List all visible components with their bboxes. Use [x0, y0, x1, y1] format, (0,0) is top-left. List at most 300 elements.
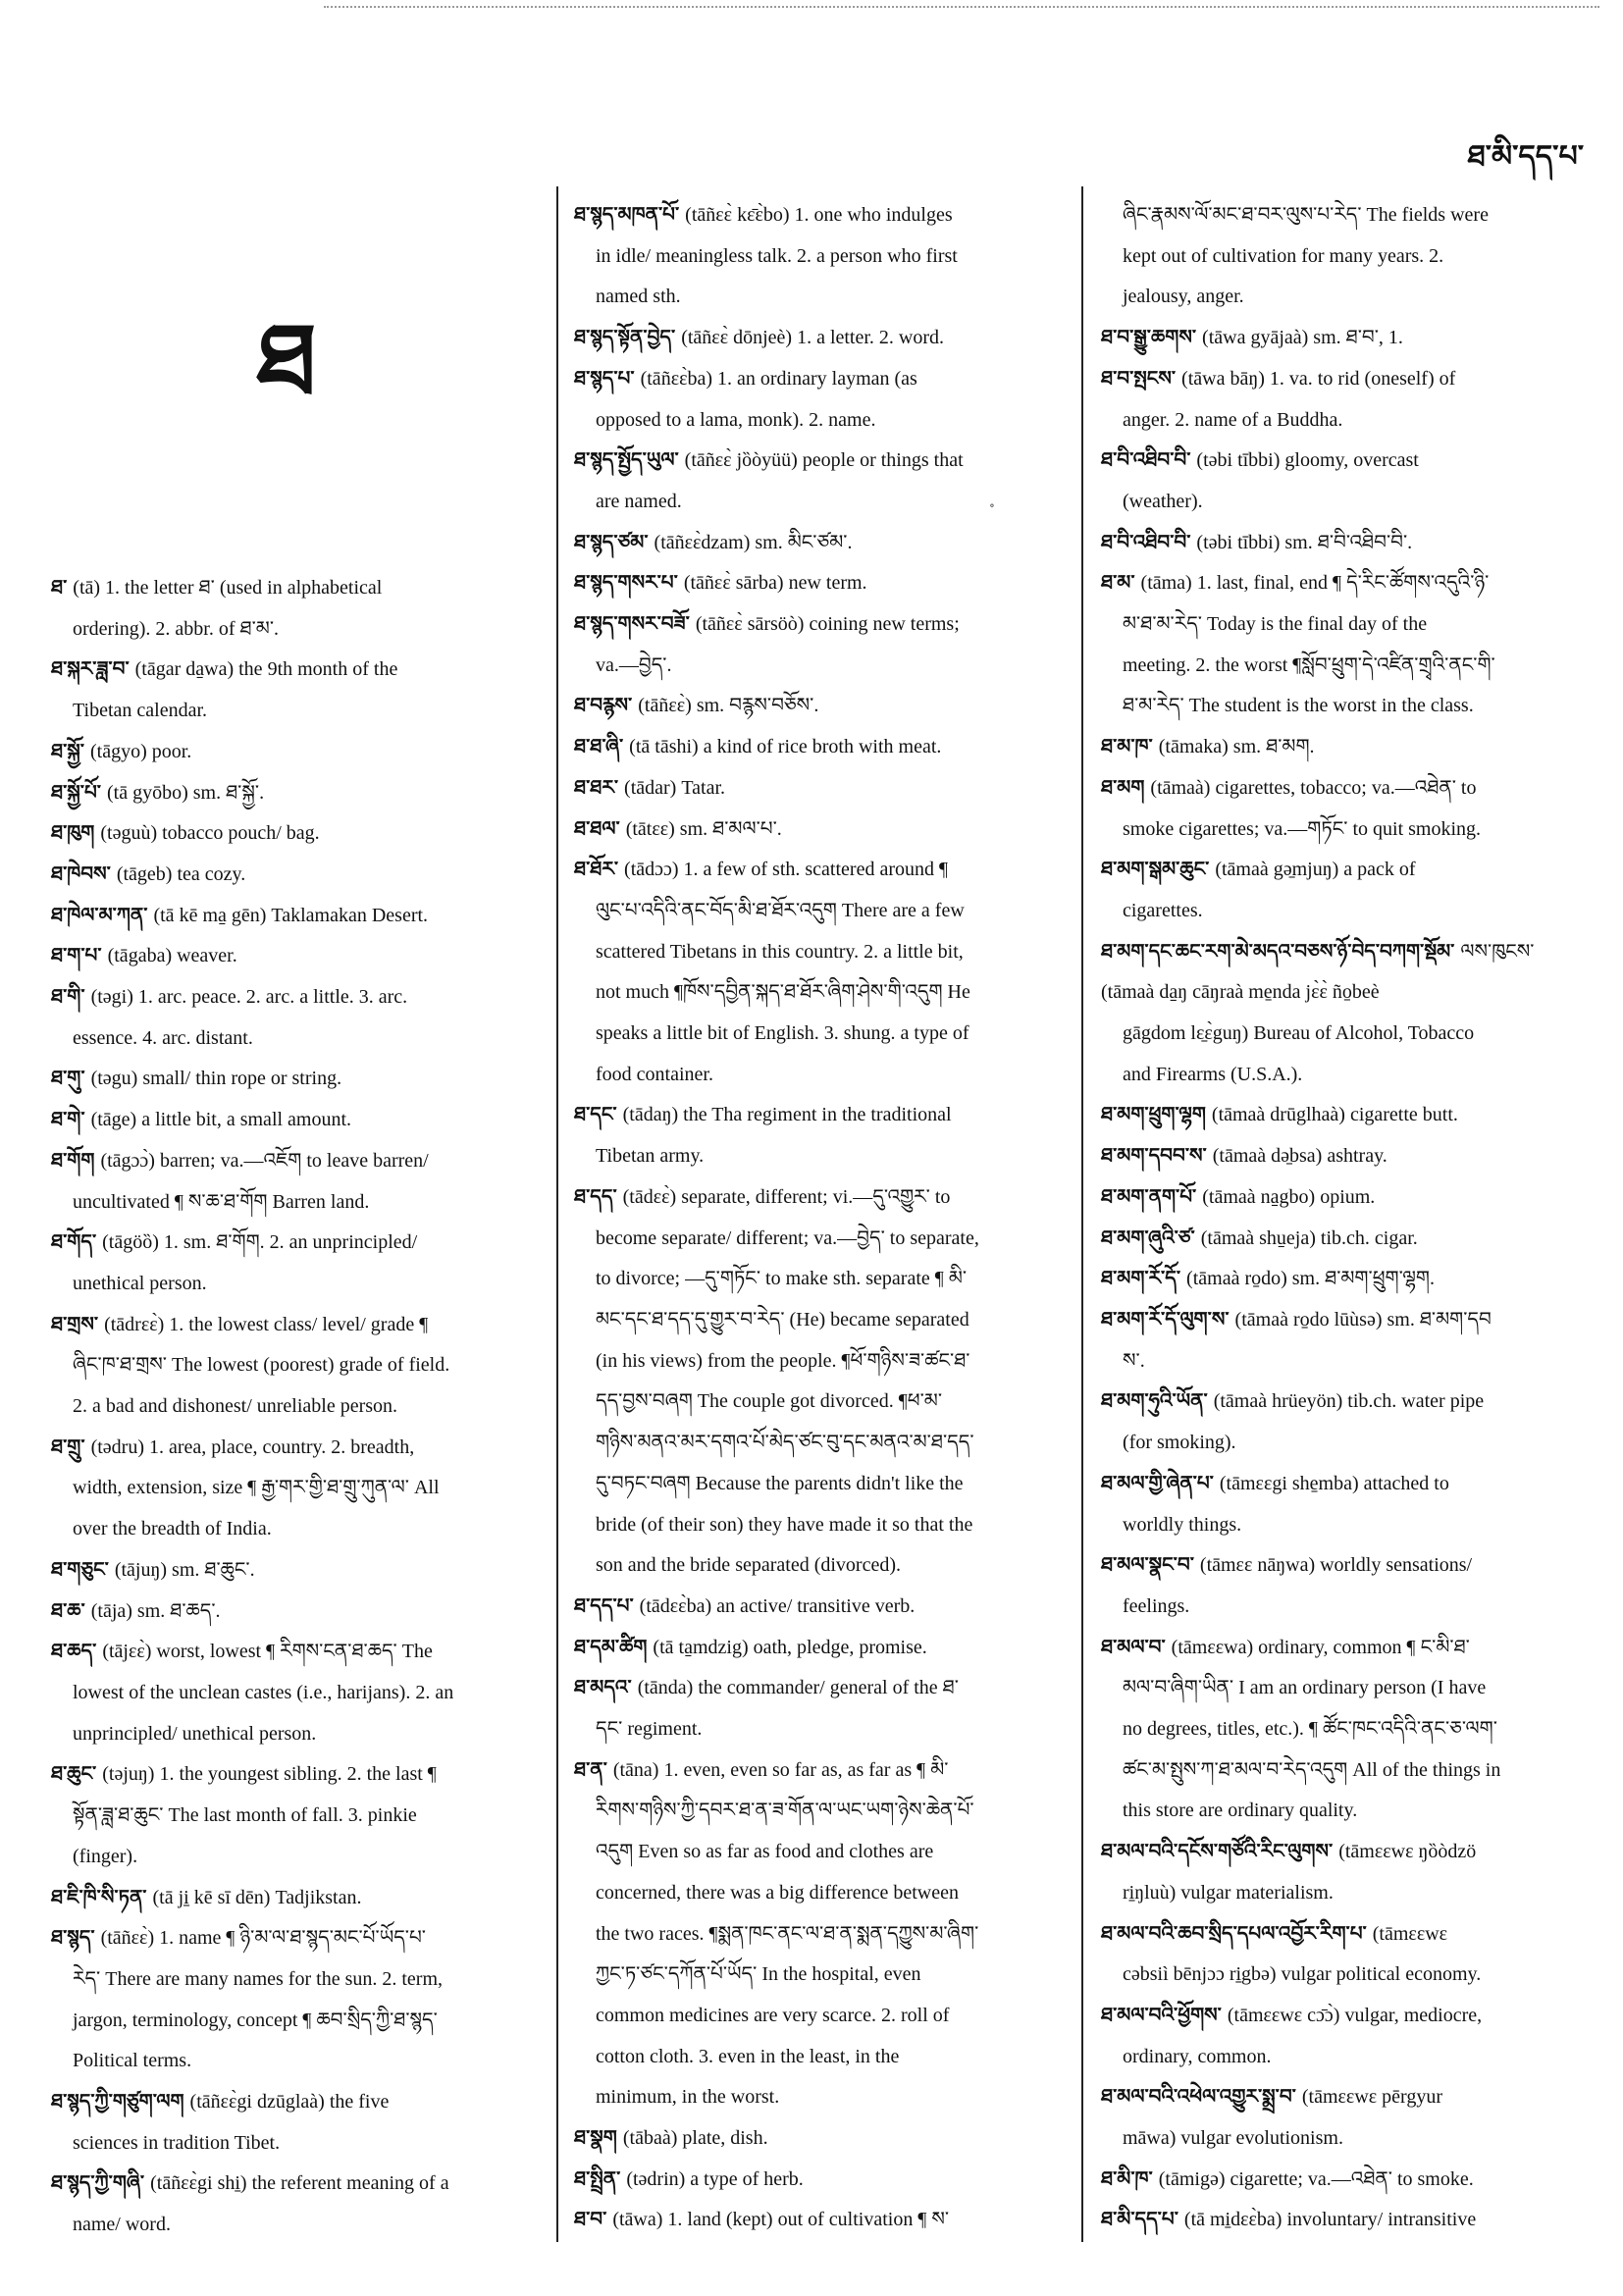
definition-text: (tāmɛɛwɛ ŋȍòdzö	[1338, 1841, 1477, 1863]
entry-first-line	[51, 813, 547, 855]
dictionary-entry	[574, 523, 1070, 564]
definition-text: gāgdom lɛ̱ɛ̀guŋ) Bureau of Alcohol, Tobacco	[1123, 1022, 1475, 1045]
dictionary-entry	[51, 855, 547, 896]
dictionary-entry	[574, 195, 1070, 318]
entry-continuation-line	[51, 1468, 547, 1509]
headword: ཐ་ཆ་	[51, 1599, 85, 1622]
dictionary-entry	[574, 318, 1070, 359]
definition-text: anger. 2. name of a Buddha.	[1123, 408, 1343, 431]
definition-text: lowest of the unclean castes (i.e., harijans). 2. an	[73, 1681, 454, 1703]
headword: ཐ་སྙད་སྟོན་བྱེད་	[574, 327, 676, 349]
definition-text: (tāñɛɛ̀gi dzūglaà) the five	[189, 2091, 390, 2113]
entry-continuation-line	[1101, 1587, 1592, 1628]
entry-first-line	[51, 1550, 547, 1592]
headword: ཐ་བི་འཐིབ་བི་	[1101, 449, 1191, 472]
headword: ཐ་དད་	[574, 1185, 617, 1208]
definition-text: jealousy, anger.	[1123, 286, 1244, 308]
entry-first-line	[51, 773, 547, 814]
definition-text: (tāñɛɛ̀ jȍòyüü) people or things that	[684, 449, 964, 472]
entry-continuation-line	[51, 1018, 547, 1060]
entry-continuation-line	[574, 1300, 1070, 1341]
headword: ཐ་མལ་གྱི་ཞེན་པ་	[1101, 1472, 1214, 1494]
definition-text: (tāmaà ro̱do lūùsə) sm. ཐ་མག་དབ	[1234, 1308, 1492, 1331]
entry-continuation-line	[1101, 1668, 1592, 1709]
headword: ཐ་ཐལ་	[574, 817, 620, 840]
entry-first-line	[1101, 441, 1592, 482]
headword: ཐ་བ་སྤངས་	[1101, 367, 1177, 390]
definition-text: (tāñɛɛ̀dzam) sm. མིང་ཙམ་.	[654, 531, 853, 553]
definition-text: (tāñɛɛ̀ kɛ̄ɛ̀bo) 1. one who indulges	[685, 204, 953, 226]
entry-continuation-line	[574, 1873, 1070, 1914]
definition-text: feelings.	[1123, 1594, 1190, 1617]
entry-continuation-line	[1101, 1014, 1592, 1055]
entry-first-line	[51, 650, 547, 691]
entry-continuation-line	[574, 1545, 1070, 1587]
entry-continuation-line	[574, 236, 1070, 278]
definition-text: speaks a little bit of English. 3. shung. a type of	[596, 1022, 969, 1045]
dictionary-column-middle	[574, 195, 1070, 2241]
headword: ཐ་སྙད་ཀྱི་གཞི་	[51, 2172, 145, 2195]
dictionary-entry	[1101, 1095, 1592, 1136]
definition-text: concerned, there was a big difference between	[596, 1881, 959, 1904]
dictionary-entry	[574, 563, 1070, 604]
entry-continuation-line	[574, 932, 1070, 973]
dictionary-entry	[1101, 1219, 1592, 1260]
dictionary-entry	[1101, 1914, 1592, 1996]
definition-text: (tādaŋ) the Tha regiment in the traditional	[622, 1104, 952, 1126]
definition-text: 2. a bad and dishonest/ unreliable person.	[73, 1395, 398, 1418]
entry-continuation-line	[574, 1014, 1070, 1055]
entry-first-line	[51, 936, 547, 977]
entry-continuation-line	[1101, 604, 1592, 646]
dictionary-entry	[574, 1177, 1070, 1587]
definition-text: (tāñɛɛ̀) 1. name ¶ ཉི་མ་ལ་ཐ་སྙད་མང་པོ་ཡོད་པ་	[100, 1927, 427, 1950]
entry-first-line	[51, 1141, 547, 1182]
entry-first-line	[1101, 2077, 1592, 2118]
headword: ཐ་མག་ཧུའི་ཡོན་	[1101, 1390, 1208, 1413]
dictionary-entry	[1101, 768, 1592, 850]
headword: ཐ་བ་	[574, 2209, 607, 2231]
definition-text: kept out of cultivation for many years. 2.	[1123, 244, 1444, 267]
definition-text: (təgu) small/ thin rope or string.	[90, 1068, 342, 1090]
definition-text: (tāmigə) cigarette; va.—འཐེན་ to smoke.	[1158, 2167, 1474, 2190]
dictionary-entry	[1101, 1382, 1592, 1463]
entry-continuation-line	[1101, 236, 1592, 278]
entry-first-line	[574, 1668, 1070, 1709]
dictionary-entry	[574, 1668, 1070, 1749]
definition-text: མང་དང་ཐ་དད་དུ་གྱུར་བ་རེད་ (He) became separated	[596, 1308, 969, 1331]
definition-text: (tāmaà) cigarettes, tobacco; va.—འཐེན་ to	[1150, 776, 1477, 799]
dictionary-entry	[1101, 1259, 1592, 1300]
definition-text: (tāmaà gə̱mjuŋ) a pack of	[1215, 859, 1416, 881]
definition-text: (tāgaba) weaver.	[107, 945, 237, 967]
definition-text: (tā mi̱dɛɛ̀ba) involuntary/ intransitive	[1183, 2209, 1477, 2231]
definition-text: no degrees, titles, etc.). ¶ ཚོང་ཁང་འདིའི་ནང་ཅ་ལག་	[1123, 1718, 1497, 1741]
headword: ཐ་གེ་	[51, 1109, 85, 1131]
dictionary-entry	[1101, 1545, 1592, 1627]
entry-first-line	[1101, 563, 1592, 604]
entry-first-line	[51, 1100, 547, 1141]
headword: ཐ་མག་ཞུའི་ཙ་	[1101, 1226, 1195, 1249]
entry-first-line	[574, 563, 1070, 604]
definition-text: (tāmɛɛwɛ pērgyur	[1301, 2086, 1442, 2109]
definition-text: (tāñɛɛ̀ dōnjeè) 1. a letter. 2. word.	[681, 327, 945, 349]
entry-first-line	[574, 1177, 1070, 1219]
definition-text: (tādɔɔ) 1. a few of sth. scattered around ¶	[624, 859, 949, 881]
definition-text: ordinary, common.	[1123, 2045, 1272, 2067]
headword: ཐ་སྙད་གསར་བཟོ་	[574, 613, 690, 636]
dictionary-column-right	[1101, 195, 1592, 2241]
definition-text: (tədrin) a type of herb.	[626, 2167, 804, 2190]
definition-text: མལ་བ་ཞིག་ཡིན་ I am an ordinary person (I have	[1123, 1677, 1487, 1699]
dictionary-entry	[1101, 359, 1592, 441]
definition-text: opposed to a lama, monk). 2. name.	[596, 408, 876, 431]
entry-continuation-line	[574, 891, 1070, 932]
definition-text: (tātɛɛ) sm. ཐ་མལ་པ་.	[625, 817, 782, 840]
entry-first-line	[51, 896, 547, 937]
definition-text: bride (of their son) they have made it so that the	[596, 1513, 973, 1536]
definition-text: va.—བྱེད་.	[596, 653, 672, 676]
entry-first-line	[574, 2118, 1070, 2160]
entry-first-line	[51, 977, 547, 1018]
headword: ཐ་མལ་སྣང་བ་	[1101, 1554, 1194, 1577]
definition-text: དུ་བཏང་བཞག Because the parents didn't like the	[596, 1472, 964, 1494]
dictionary-entry	[51, 2082, 547, 2164]
entry-continuation-line	[1101, 1423, 1592, 1464]
definition-text: (tā) 1. the letter ཐ་ (used in alphabetical	[73, 577, 383, 599]
definition-text: (tājuŋ) sm. ཐ་ཆུང་.	[114, 1558, 255, 1581]
entry-continuation-line	[51, 1345, 547, 1386]
entry-continuation-line	[1101, 646, 1592, 687]
headword: ཐ་མདའ་	[574, 1677, 632, 1699]
definition-text: cəbsiì bēnjɔɔ ri̱gbə) vulgar political economy.	[1123, 1963, 1482, 1986]
headword: ཐ་མག་རོ་དོ་ལུག་ས་	[1101, 1308, 1230, 1331]
entry-continuation-line	[1101, 195, 1592, 236]
entry-continuation-line	[51, 2123, 547, 2165]
entry-continuation-line	[51, 1837, 547, 1878]
definition-text: (tāma) 1. last, final, end ¶ དེ་རིང་ཚོགས་འདུའི་ཉི་	[1140, 572, 1490, 595]
headword: ཐ་མག་དབབ་ས་	[1101, 1145, 1207, 1168]
definition-text: (tādɛɛ̀ba) an active/ transitive verb.	[639, 1594, 916, 1617]
entry-continuation-line	[1101, 809, 1592, 851]
definition-text: རིགས་གཉིས་ཀྱི་དབར་ཐ་ན་ཟ་གོན་ལ་ཡང་ཡག་ཉེས་ཆེན་པོ་	[596, 1800, 974, 1822]
entry-first-line	[574, 523, 1070, 564]
headword: ཐ་སྐྱོ་	[51, 740, 84, 762]
entry-first-line	[1101, 1136, 1592, 1177]
definition-text: (tādrɛɛ̀) 1. the lowest class/ level/ grade ¶	[104, 1313, 429, 1335]
entry-first-line	[51, 1918, 547, 1959]
entry-first-line	[51, 1059, 547, 1100]
entry-first-line	[1101, 1219, 1592, 1260]
dictionary-entry	[574, 727, 1070, 768]
headword: ཐ་སྐར་ཟླ་བ་	[51, 658, 130, 681]
entry-first-line	[574, 1587, 1070, 1628]
entry-continuation-line	[574, 1259, 1070, 1300]
definition-text: ས་.	[1123, 1349, 1145, 1372]
definition-text: (tāge) a little bit, a small amount.	[90, 1109, 352, 1131]
entry-continuation-line	[1101, 1341, 1592, 1383]
definition-text: in idle/ meaningless talk. 2. a person who first	[596, 244, 958, 267]
entry-continuation-line	[1101, 2118, 1592, 2160]
entry-first-line	[1101, 1300, 1592, 1341]
definition-text: over the breadth of India.	[73, 1518, 272, 1540]
definition-text: and Firearms (U.S.A.).	[1123, 1063, 1303, 1085]
definition-text: དང་ regiment.	[596, 1718, 703, 1741]
definition-text: (tāgar da̱wa) the 9th month of the	[134, 658, 398, 681]
definition-text: (tāmaà ro̱do) sm. ཐ་མག་ཕྲུག་ལྷག.	[1186, 1268, 1436, 1290]
dictionary-entry	[574, 359, 1070, 441]
headword: ཐ་དང་	[574, 1104, 617, 1126]
running-head: ཐ་མི་དད་པ་	[1467, 140, 1584, 173]
definition-text: minimum, in the worst.	[596, 2086, 780, 2109]
headword: ཐ་ཇི་ཁི་སི་ཏན་	[51, 1886, 147, 1908]
entry-continuation-line	[574, 482, 1070, 523]
headword: ཐ་ཁེབས་	[51, 862, 111, 885]
headword: ཐ་བརྙས་	[574, 695, 633, 717]
entry-continuation-line	[574, 1382, 1070, 1423]
entry-continuation-line	[574, 1219, 1070, 1260]
column-divider	[556, 186, 558, 2242]
entry-continuation-line	[1101, 482, 1592, 523]
definition-text: (tā tāshi) a kind of rice broth with meat.	[629, 736, 942, 758]
dictionary-entry	[51, 896, 547, 937]
entry-continuation-line	[51, 1714, 547, 1755]
definition-text: (tāmɛɛwɛ cɔ̄ɔ̀) vulgar, mediocre,	[1227, 2004, 1483, 2026]
definition-text: དད་བྱས་བཞག The couple got divorced. ¶ཕ་མ་	[596, 1390, 943, 1413]
entry-first-line	[51, 1632, 547, 1673]
headword: ཐ་བ་སྒྱུ་ཆགས་	[1101, 327, 1197, 349]
definition-text: (tāwa) 1. land (kept) out of cultivation ¶ ས་	[612, 2209, 950, 2231]
headword: ཐ་མི་ཁ་	[1101, 2167, 1153, 2190]
entry-first-line	[1101, 932, 1592, 1014]
entry-continuation-line	[574, 1464, 1070, 1505]
entry-first-line	[1101, 523, 1592, 564]
entry-continuation-line	[1101, 1873, 1592, 1914]
dictionary-entry	[574, 604, 1070, 686]
headword: ཐ་མི་དད་པ་	[1101, 2209, 1178, 2231]
dictionary-entry	[1101, 1464, 1592, 1545]
definition-text: (tāñɛɛ̀ sārsöò) coining new terms;	[695, 613, 960, 636]
definition-text: (tāmaà shu̱eja) tib.ch. cigar.	[1200, 1226, 1418, 1249]
dictionary-entry	[51, 1754, 547, 1877]
entry-continuation-line	[574, 277, 1070, 318]
dictionary-entry	[1101, 1177, 1592, 1219]
entry-continuation-line	[1101, 1791, 1592, 1832]
entry-first-line	[51, 732, 547, 773]
dictionary-entry	[574, 441, 1070, 522]
entry-first-line	[574, 686, 1070, 727]
dictionary-entry	[1101, 2200, 1592, 2241]
headword: ཐ་མ་	[1101, 572, 1135, 595]
definition-text: food container.	[596, 1063, 713, 1085]
definition-text: son and the bride separated (divorced).	[596, 1554, 901, 1577]
definition-text: འདུག Even so as far as food and clothes are	[596, 1841, 934, 1863]
definition-text: (tādar) Tatar.	[624, 776, 726, 799]
entry-continuation-line	[51, 1959, 547, 2001]
entry-continuation-line	[51, 609, 547, 651]
entry-first-line	[51, 2082, 547, 2123]
definition-text: (tāgɔɔ̀) barren; va.—འཇོག to leave barren/	[100, 1149, 429, 1172]
dictionary-entry	[51, 977, 547, 1059]
dictionary-entry	[1101, 932, 1592, 1096]
definition-text: cotton cloth. 3. even in the least, in the	[596, 2045, 900, 2067]
definition-text: scattered Tibetans in this country. 2. a little bit,	[596, 940, 964, 963]
entry-continuation-line	[574, 1136, 1070, 1177]
definition-text: unprincipled/ unethical person.	[73, 1722, 317, 1745]
definition-text: (tāwa gyājaà) sm. ཐ་བ་, 1.	[1202, 327, 1403, 349]
definition-text: worldly things.	[1123, 1513, 1242, 1536]
headword: ཐ་མག་ནག་པོ་	[1101, 1185, 1197, 1208]
dictionary-entry	[1101, 1136, 1592, 1177]
entry-continuation-line	[574, 1955, 1070, 1996]
definition-text: ལས་ཁུངས་ (tāmaà da̱ŋ cāŋraà me̱nda jɛ̀ɛ̀ ño̱beè	[1101, 940, 1535, 1004]
definition-text: སྟོན་ཟླ་ཐ་ཆུང་ The last month of fall. 3. pinkie	[73, 1804, 417, 1827]
headword: ཐ་གུ་	[51, 1068, 85, 1090]
headword: ཐ་བི་འཐིབ་བི་	[1101, 531, 1191, 553]
definition-text: (tāñɛɛ̀ba) 1. an ordinary layman (as	[640, 367, 917, 390]
definition-text: (təbi tībbi) sm. ཐ་བི་འཐིབ་བི་.	[1196, 531, 1413, 553]
dictionary-entry	[51, 1428, 547, 1550]
entry-continuation-line	[1101, 2037, 1592, 2078]
entry-first-line	[51, 1428, 547, 1469]
entry-continuation-line	[51, 1386, 547, 1428]
entry-first-line	[1101, 2200, 1592, 2241]
entry-continuation-line	[574, 1914, 1070, 1956]
definition-text: not much ¶ཁོས་དབྱིན་སྐད་ཐ་ཐོར་ཞིག་ཤེས་གི་འདུག He	[596, 981, 970, 1004]
entry-first-line	[1101, 1259, 1592, 1300]
dictionary-entry	[51, 568, 547, 650]
definition-text: མ་ཐ་མ་རེད་ Today is the final day of the	[1123, 613, 1428, 636]
headword: ཐ་གཅུང་	[51, 1558, 109, 1581]
definition-text: (tāna) 1. even, even so far as, as far as ¶ མི་	[612, 1758, 949, 1781]
definition-text: (tāja) sm. ཐ་ཆད་.	[90, 1599, 221, 1622]
entry-continuation-line	[1101, 1505, 1592, 1546]
dictionary-entry	[574, 1587, 1070, 1628]
definition-text: this store are ordinary quality.	[1123, 1800, 1358, 1822]
definition-text: (tāñɛɛ̀) sm. བརྙས་བཅོས་.	[638, 695, 819, 717]
definition-text: (tā kē ma̱ gēn) Taklamakan Desert.	[153, 904, 429, 926]
entry-continuation-line	[574, 972, 1070, 1014]
definition-text: (weather).	[1123, 490, 1203, 512]
entry-continuation-line	[574, 2077, 1070, 2118]
dictionary-entry	[574, 768, 1070, 809]
entry-first-line	[51, 1878, 547, 1919]
definition-text: (təjuŋ) 1. the youngest sibling. 2. the last ¶	[102, 1763, 437, 1786]
headword: ཐ་མག་དང་ཆང་རག་མེ་མདའ་བཅས་ཉོ་བེད་བཀག་སྡོམ་	[1101, 940, 1455, 963]
definition-text: ordering). 2. abbr. of ཐ་མ་.	[73, 617, 280, 640]
entry-continuation-line	[574, 400, 1070, 442]
definition-text: (tāmɛɛ nāŋwa) worldly sensations/	[1199, 1554, 1473, 1577]
definition-text: Tibetan calendar.	[73, 700, 208, 722]
definition-text: (tādɛɛ̀) separate, different; vi.—དུ་འགྱུར་ to	[622, 1185, 951, 1208]
entry-first-line	[574, 2200, 1070, 2241]
headword: ཐ་དམ་ཚིག	[574, 1636, 648, 1658]
entry-continuation-line	[1101, 891, 1592, 932]
entry-first-line	[574, 809, 1070, 851]
definition-text: Tibetan army.	[596, 1145, 705, 1168]
dictionary-entry	[574, 2200, 1070, 2241]
entry-continuation-line	[1101, 277, 1592, 318]
entry-first-line	[1101, 1464, 1592, 1505]
definition-text: māwa) vulgar evolutionism.	[1123, 2127, 1343, 2150]
entry-first-line	[51, 1754, 547, 1796]
column-divider	[1081, 186, 1083, 2242]
entry-continuation-line	[51, 1673, 547, 1714]
entry-first-line	[1101, 1177, 1592, 1219]
entry-first-line	[1101, 1914, 1592, 1956]
section-letter: ཐ	[257, 306, 317, 415]
definition-text: sciences in tradition Tibet.	[73, 2131, 281, 2154]
entry-continuation-line	[574, 1709, 1070, 1750]
definition-text: name/ word.	[73, 2214, 171, 2236]
dictionary-column-left	[51, 568, 547, 2246]
entry-first-line	[51, 2164, 547, 2205]
entry-continuation-line	[574, 1832, 1070, 1873]
entry-continuation-line	[574, 1055, 1070, 1096]
entry-continuation-line	[574, 1996, 1070, 2037]
headword: ཐ་གྲུ་	[51, 1435, 85, 1458]
definition-text: (tāmɛɛwɛ	[1372, 1922, 1448, 1945]
dictionary-entry	[1101, 563, 1592, 727]
dictionary-entry	[51, 1141, 547, 1223]
entry-first-line	[1101, 1996, 1592, 2037]
definition-text: (tāñɛɛ̀gi shi̱) the referent meaning of a	[150, 2172, 449, 2195]
definition-text: (tāñɛɛ̀ sārba) new term.	[683, 572, 867, 595]
definition-text: (tāwa bāŋ) 1. va. to rid (oneself) of	[1181, 367, 1456, 390]
entry-first-line	[51, 1592, 547, 1633]
dictionary-entry	[51, 1878, 547, 1919]
definition-text: (tāmaà hrüeyön) tib.ch. water pipe	[1213, 1390, 1485, 1413]
dictionary-entry	[1101, 1300, 1592, 1382]
definition-text: ri̱ŋluù) vulgar materialism.	[1123, 1881, 1334, 1904]
headword: ཐ་སྙད་	[51, 1927, 95, 1950]
entry-first-line	[574, 195, 1070, 236]
definition-text: ཀྱང་ཏ་ཙང་དཀོན་པོ་ཡོད་ In the hospital, even	[596, 1963, 921, 1986]
dictionary-entry	[51, 936, 547, 977]
definition-text: ཚང་མ་སྤུས་ཀ་ཐ་མལ་བ་རེད་འདུག All of the things in	[1123, 1758, 1501, 1781]
dictionary-entry	[1101, 727, 1592, 768]
entry-first-line	[1101, 1545, 1592, 1587]
definition-text: (tāmaà na̱gbo) opium.	[1202, 1185, 1376, 1208]
definition-text: (təguù) tobacco pouch/ bag.	[100, 822, 320, 845]
entry-first-line	[1101, 1832, 1592, 1873]
headword: ཐ་སྙད་པ་	[574, 367, 635, 390]
dictionary-entry	[51, 1592, 547, 1633]
definition-text: (tānda) the commander/ general of the ཐ་	[637, 1677, 959, 1699]
entry-continuation-line	[574, 646, 1070, 687]
dictionary-entry	[51, 2164, 547, 2245]
definition-text: uncultivated ¶ ས་ཆ་ཐ་གོག Barren land.	[73, 1190, 370, 1213]
definition-text: གཉིས་མནའ་མར་དགའ་པོ་མེད་ཙང་བུ་དང་མནའ་མ་ཐ་དད་	[596, 1432, 974, 1454]
entry-first-line	[574, 850, 1070, 891]
entry-first-line	[1101, 1628, 1592, 1669]
headword: ཐ་དད་པ་	[574, 1594, 634, 1617]
headword: ཐ་མག་ཕྲུག་ལྷག	[1101, 1104, 1206, 1126]
headword: ཐ་མལ་བ་	[1101, 1636, 1166, 1658]
headword: ཐ་གི་	[51, 986, 85, 1009]
entry-first-line	[574, 768, 1070, 809]
dictionary-entry	[1101, 850, 1592, 931]
entry-first-line	[574, 359, 1070, 400]
dictionary-entry	[574, 1628, 1070, 1669]
entry-first-line	[1101, 2160, 1592, 2201]
headword: ཐ་	[51, 577, 68, 599]
definition-text: (tāmaà də̱bsa) ashtray.	[1212, 1145, 1387, 1168]
dictionary-entry	[1101, 2077, 1592, 2159]
headword: ཐ་ཆད་	[51, 1641, 97, 1663]
dictionary-entry	[574, 2160, 1070, 2201]
entry-first-line	[574, 441, 1070, 482]
